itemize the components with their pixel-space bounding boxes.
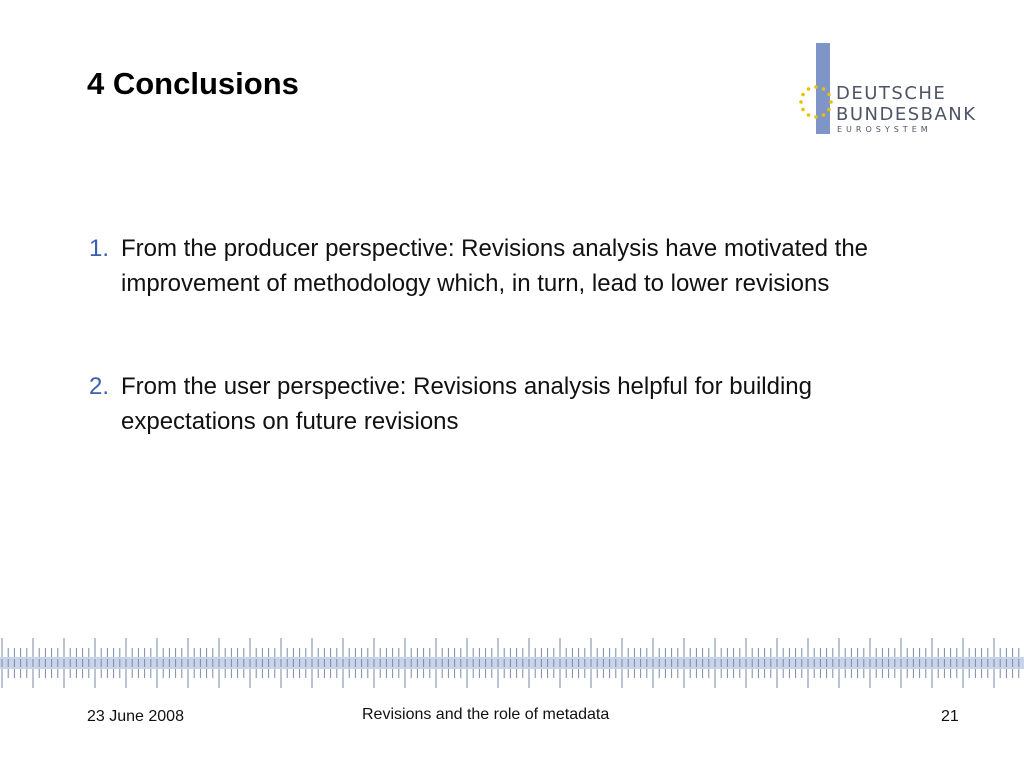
logo-text-deutsche: DEUTSCHE — [836, 83, 947, 104]
logo-text-eurosystem: EUROSYSTEM — [837, 125, 932, 134]
page-number: 21 — [941, 708, 959, 725]
list-item-text: From the user perspective: Revisions analysis helpful for building expectations on future revisions — [121, 373, 812, 435]
list-item-text: From the producer perspective: Revisions analysis have motivated the improvement of methodology which, in turn, lead to lower revisions — [121, 235, 869, 297]
list-item-number: 1. — [89, 235, 110, 262]
slide-title: 4 Conclusions — [87, 66, 299, 101]
conclusions-list — [89, 232, 929, 439]
footer-date: 23 June 2008 — [87, 708, 184, 725]
list-item — [89, 370, 929, 439]
euro-stars-icon — [798, 84, 834, 120]
list-item — [89, 232, 929, 301]
list-item-number: 2. — [89, 373, 110, 400]
bundesbank-logo — [798, 43, 978, 138]
logo-text-bundesbank: BUNDESBANK — [836, 104, 977, 125]
decorative-ruler-band — [0, 638, 1024, 688]
footer-title: Revisions and the role of metadata — [362, 706, 610, 723]
